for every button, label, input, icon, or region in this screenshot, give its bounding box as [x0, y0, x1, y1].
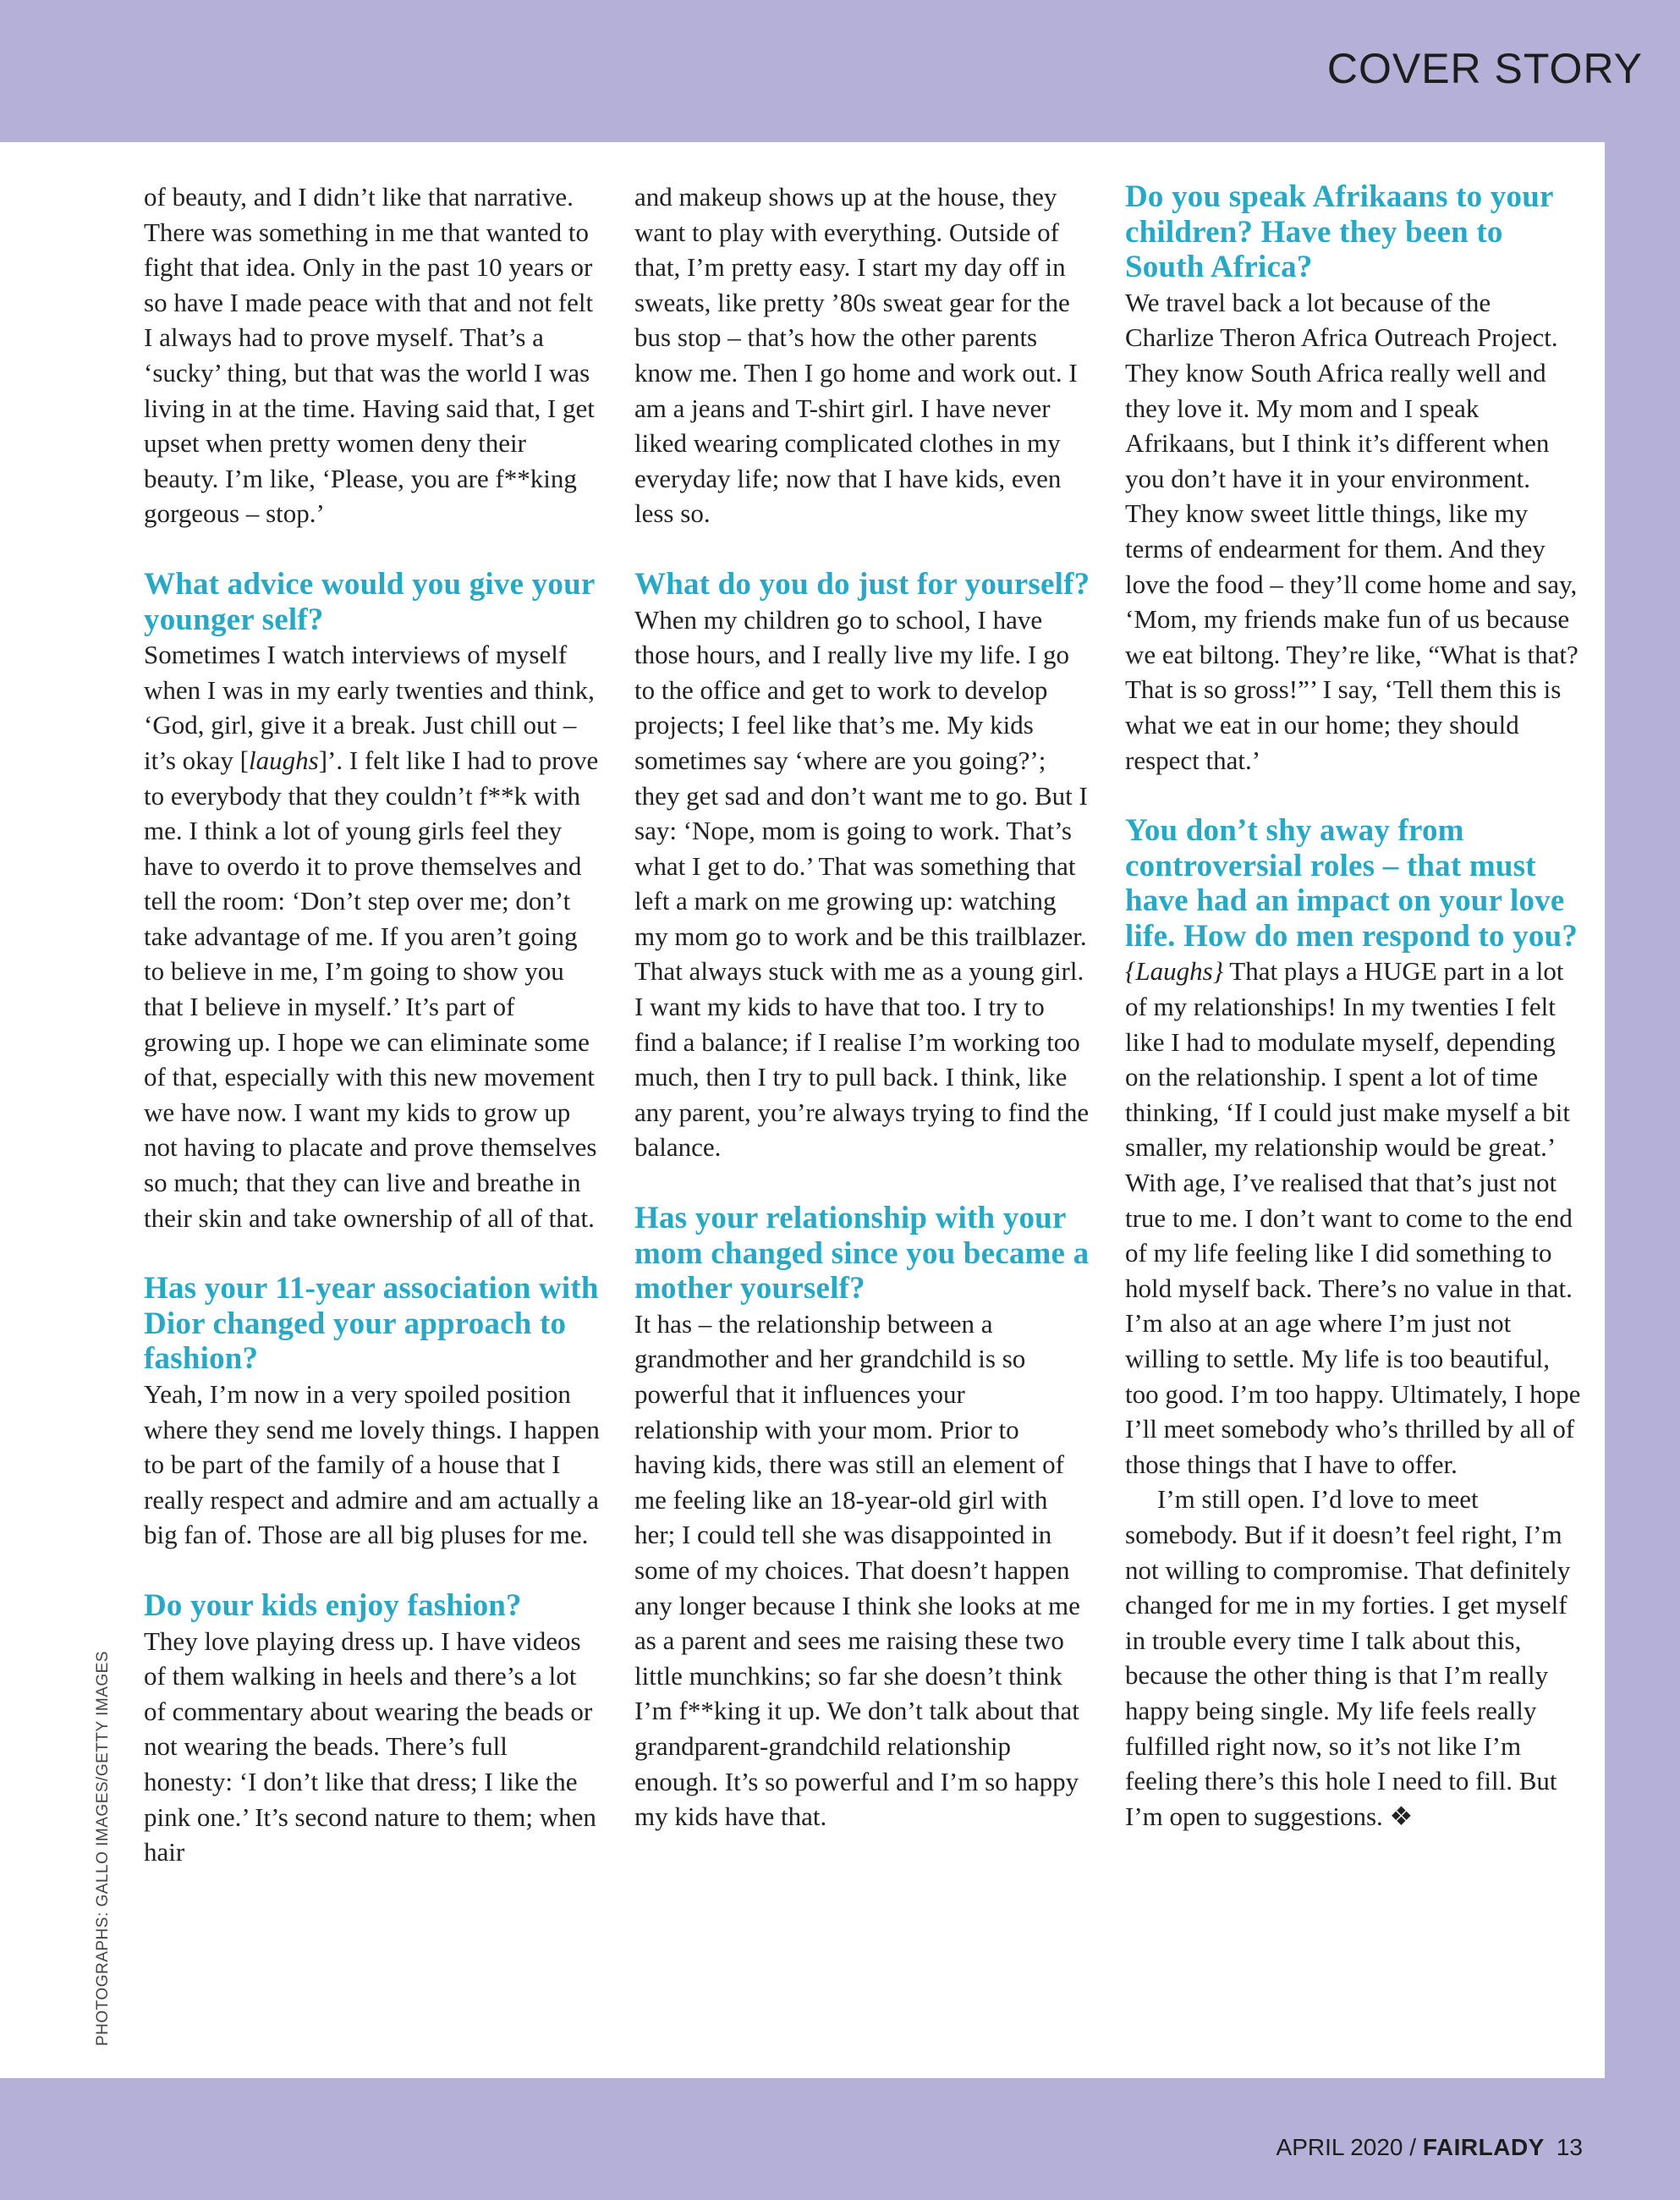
answer-text: That plays a HUGE part in a lot of my relationships! In my twenties I felt like I had to modulate myself, depending on the relationship. I spent a lot of time thinking, ‘If I could just make myself a bit smaller, my relationship would be great.’ With age, I’ve realised that that’s just not true to me. I don’t want to come to the end of my life feeling like I did something to hold myself back. There’s no value in that. I’m also at an age where I’m just not willing to settle. My life is too beautiful, too good. I’m too happy. Ultimately, I hope I’ll meet somebody who’s thrilled by all of those things that I have to offer. — [1125, 956, 1581, 1479]
question-heading: What do you do just for yourself? — [634, 566, 1090, 602]
issue-date: APRIL 2020 / — [1276, 2134, 1423, 2160]
question-heading: You don’t shy away from controversial roles – that must have had an impact on your love life. How do men respond to you? — [1125, 813, 1578, 954]
body-paragraph: Yeah, I’m now in a very spoiled position where they send me lovely things. I happen to be part of the family of a house that I really respect and admire and am actually a big fan of. Those are all big pluses for me. — [144, 1379, 600, 1550]
body-paragraph: It has – the relationship between a grandmother and her grandchild is so powerful that it influences your relationship with your mom. Prior to having kids, there was still an element of me feeling like an 18-year-old girl with her; I could tell she was disappointed in some of my choices. That doesn’t happen any longer because I think she looks at me as a parent and sees me raising these two little munchkins; so far she doesn’t think I’m f**king it up. We don’t talk about that grandparent-grandchild relationship enough. It’s so powerful and I’m so happy my kids have that. — [634, 1308, 1080, 1832]
answer-text: Sometimes I watch interviews of myself when I was in my early twenties and think, ‘God, girl, give it a break. Just chill out – it’s okay [ — [144, 640, 595, 775]
page-footer — [1276, 2134, 1583, 2161]
question-heading: Has your relationship with your mom changed since you became a mother yourself? — [634, 1201, 1090, 1306]
body-paragraph: of beauty, and I didn’t like that narrative. There was something in me that wanted to fight that idea. Only in the past 10 years or so have I made peace with that and not felt I always had to prove myself. That’s a ‘sucky’ thing, but that was the world I was living in at the time. Having said that, I get upset when pretty women deny their beauty. I’m like, ‘Please, you are f**king gorgeous – stop.’ — [144, 182, 595, 529]
page-number: 13 — [1556, 2134, 1583, 2160]
section-label: COVER STORY — [1326, 45, 1643, 92]
question-heading: Do your kids enjoy fashion? — [144, 1587, 522, 1623]
article-column-3 — [1125, 179, 1582, 1834]
answer-text: ]’. I felt like I had to prove to everybody that they couldn’t f**k with me. I think a lot of young girls feel they have to overdo it to prove themselves and tell the room: ‘Don’t step over me; don’t take advantage of me. If you aren’t going to believe in me, I’m going to show you that I believe in myself.’ It’s part of growing up. I hope we can eliminate some of that, especially with this new movement we have now. I want my kids to grow up not having to placate and prove themselves so much; that they can live and breathe in their skin and take ownership of all of that. — [144, 745, 599, 1233]
body-paragraph: When my children go to school, I have those hours, and I really live my life. I go to the office and get to work to develop projects; I feel like that’s me. My kids sometimes say ‘where are you going?’; they get sad and don’t want me to go. But I say: ‘Nope, mom is going to work. That’s what I get to do.’ That was something that left a mark on me growing up: watching my mom go to work and be this trailblazer. That always stuck with me as a young girl. I want my kids to have that too. I try to find a balance; if I realise I’m working too much, then I try to pull back. I think, like any parent, you’re always trying to find the balance. — [634, 604, 1090, 1163]
photo-credit: PHOTOGRAPHS: GALLO IMAGES/GETTY IMAGES — [94, 1650, 112, 2046]
question-heading: Has your 11-year association with Dior changed your approach to fashion? — [144, 1271, 599, 1377]
body-paragraph: I’m still open. I’d love to meet somebody. But if it doesn’t feel right, I’m not willing to compromise. That definitely changed for me in my forties. I get myself in trouble every time I talk about this, because the other thing is that I’m really happy being single. My life feels really fulfilled right now, so it’s not like I’m feeling there’s this hole I need to fill. But I’m open to suggestions. ❖ — [1125, 1484, 1571, 1831]
body-paragraph — [1125, 954, 1582, 1482]
question-heading: Do you speak Afrikaans to your children? Have they been to South Africa? — [1125, 179, 1553, 285]
body-paragraph — [144, 637, 601, 1235]
question-heading: What advice would you give your younger self? — [144, 566, 595, 637]
stage-direction: laughs — [249, 745, 319, 775]
stage-direction: {Laughs} — [1125, 956, 1224, 987]
body-paragraph: We travel back a lot because of the Charlize Theron Africa Outreach Project. They know South Africa really well and they love it. My mom and I speak Afrikaans, but I think it’s different when you don’t have it in your environment. They know sweet little things, like my terms of endearment for them. And they love the food – they’ll come home and say, ‘Mom, my friends make fun of us because we eat biltong. They’re like, “What is that? That is so gross!”’ I say, ‘Tell them this is what we eat in our home; they should respect that.’ — [1125, 287, 1578, 775]
body-paragraph: They love playing dress up. I have videos of them walking in heels and there’s a lot of commentary about wearing the beads or not wearing the beads. There’s full honesty: ‘I don’t like that dress; I like the pink one.’ It’s second nature to them; when hair — [144, 1625, 596, 1867]
magazine-name: FAIRLADY — [1422, 2134, 1545, 2160]
article-column-2 — [634, 179, 1091, 1834]
body-paragraph: and makeup shows up at the house, they want to play with everything. Outside of that, I’m pretty easy. I start my day off in sweats, like pretty ’80s sweat gear for the bus stop – that’s how the other parents know me. Then I go home and work out. I am a jeans and T-shirt girl. I have never liked wearing complicated clothes in my everyday life; now that I have kids, even less so. — [634, 182, 1078, 529]
article-column-1 — [144, 179, 601, 1870]
